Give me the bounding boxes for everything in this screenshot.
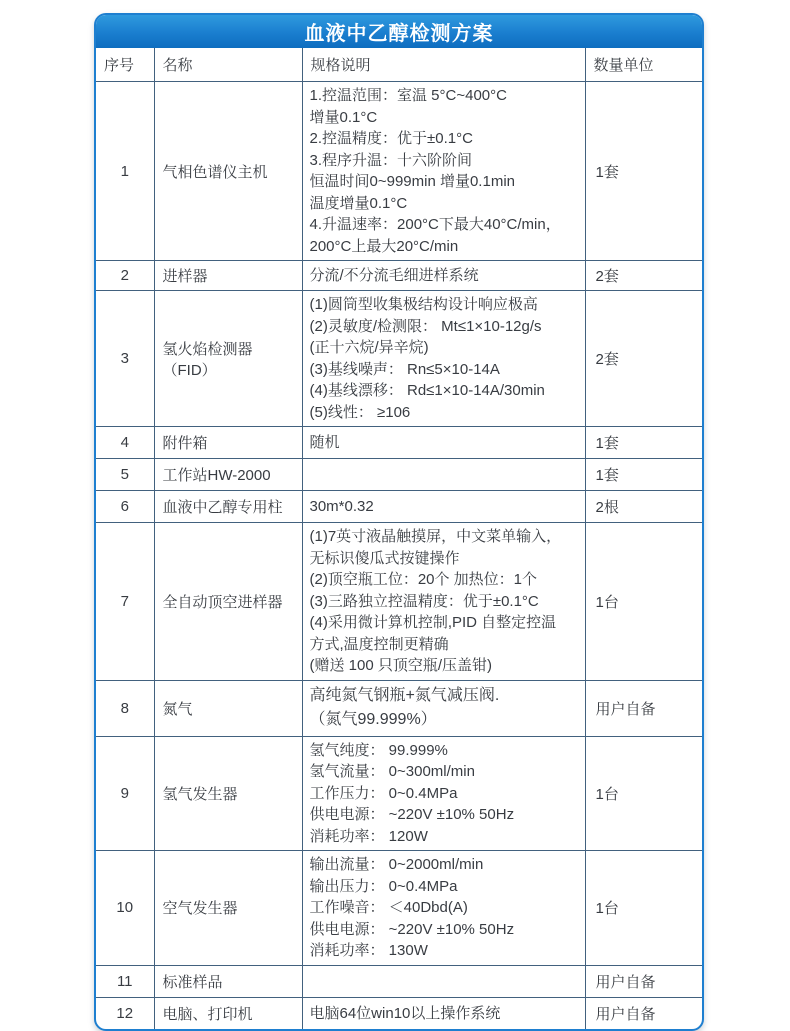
quantity-cell: 1台 [585,851,702,966]
table-row [96,997,702,1029]
spec-cell [302,491,585,523]
spec-line: 2.控温精度：优于±0.1°C [309,130,473,147]
item-name-cell: 气相色谱仪主机 [154,82,302,261]
spec-table [96,48,702,1029]
quantity-cell: 1套 [585,82,702,261]
row-number-cell: 10 [96,851,154,966]
spec-cell [302,291,585,427]
item-name-cell: 进样器 [154,261,302,291]
col-header-spec: 规格说明 [302,48,585,82]
row-number-cell: 7 [96,523,154,681]
spec-line: 无标识傻瓜式按键操作 [309,549,460,567]
table-row [96,261,702,291]
row-number-cell: 8 [96,680,154,736]
table-row [96,851,702,966]
item-name-cell: 空气发生器 [154,851,302,966]
spec-line: 200°C上最大20°C/min [309,237,459,255]
spec-line: 分流/不分流毛细进样系统 [309,266,479,284]
quantity-cell: 用户自备 [585,997,702,1029]
table-header [96,48,702,82]
spec-line: 电脑64位win10以上操作系统 [309,1004,501,1022]
spec-line: (1)7英寸液晶触摸屏，中文菜单输入， [309,528,562,545]
table-row [96,736,702,851]
item-name-cell: 标准样品 [154,965,302,997]
row-number-cell: 5 [96,459,154,491]
spec-line: 高纯氮气钢瓶+氮气减压阀. [309,687,500,704]
spec-cell [302,82,585,261]
item-name-cell: 全自动顶空进样器 [154,523,302,681]
quantity-cell: 2套 [585,291,702,427]
table-row [96,459,702,491]
header-row [96,48,702,82]
col-header-qty: 数量单位 [585,48,702,82]
table-row [96,427,702,459]
quantity-cell: 用户自备 [585,965,702,997]
spec-line: 4.升温速率：200°C下最大40°C/min， [309,216,561,233]
col-header-no: 序号 [96,48,154,82]
spec-line: 3.程序升温：十六阶阶间 [309,151,473,169]
spec-line: (3)三路独立控温精度：优于±0.1°C [309,592,539,610]
spec-line: 增量0.1°C [309,108,378,126]
spec-line: 输出流量： 0~2000ml/min [309,856,484,873]
spec-line: (4)采用微计算机控制,PID 自整定控温 [309,614,557,631]
table-row [96,291,702,427]
item-name-cell: 氢气发生器 [154,736,302,851]
table-row [96,680,702,736]
row-number-cell: 11 [96,965,154,997]
spec-line: 1.控温范围：室温 5°C~400°C [309,87,507,104]
quantity-cell: 用户自备 [585,680,702,736]
row-number-cell: 4 [96,427,154,459]
spec-line: 供电电源： ~220V ±10% 50Hz [309,920,515,938]
spec-line: (2)顶空瓶工位：20个 加热位：1个 [309,571,538,588]
spec-cell [302,851,585,966]
quantity-cell: 2根 [585,491,702,523]
row-number-cell: 2 [96,261,154,291]
col-header-name: 名称 [154,48,302,82]
item-name-cell: 血液中乙醇专用柱 [154,491,302,523]
table-row [96,523,702,681]
spec-line: 供电电源： ~220V ±10% 50Hz [309,806,515,823]
spec-line: 氢气纯度： 99.999% [309,741,448,759]
row-number-cell: 12 [96,997,154,1029]
spec-line: (正十六烷/异辛烷) [309,339,429,356]
spec-line: (4)基线漂移： Rd≤1×10-14A/30min [309,382,545,399]
spec-cell [302,965,585,997]
spec-line: 温度增量0.1°C [309,194,408,212]
quantity-cell: 2套 [585,261,702,291]
row-number-cell: 1 [96,82,154,261]
quantity-cell: 1台 [585,523,702,681]
item-name-cell: 工作站HW-2000 [154,459,302,491]
row-number-cell: 6 [96,491,154,523]
table-row [96,965,702,997]
quantity-cell: 1台 [585,736,702,851]
spec-line: 氢气流量： 0~300ml/min [309,763,475,780]
spec-cell [302,427,585,459]
table-row [96,82,702,261]
spec-line: (5)线性： ≥106 [309,403,411,421]
spec-line: 恒温时间0~999min 增量0.1min [309,173,515,190]
item-name-cell: 氮气 [154,680,302,736]
quantity-cell: 1套 [585,427,702,459]
spec-line: 随机 [309,433,340,451]
spec-line: 输出压力： 0~0.4MPa [309,877,458,895]
spec-line: (3)基线噪声： Rn≤5×10-14A [309,360,500,378]
row-number-cell: 3 [96,291,154,427]
spec-line: 方式,温度控制更精确 [309,635,449,653]
spec-line: (1)圆筒型收集极结构设计响应极高 [309,296,538,313]
detection-plan-card [94,13,704,1031]
spec-cell [302,523,585,681]
table-body [96,82,702,1030]
item-name-cell: 电脑、打印机 [154,997,302,1029]
spec-cell [302,459,585,491]
spec-line: 消耗功率： 130W [309,942,428,959]
row-number-cell: 9 [96,736,154,851]
spec-cell [302,680,585,736]
spec-line: 工作压力： 0~0.4MPa [309,784,458,802]
quantity-cell: 1套 [585,459,702,491]
spec-cell [302,261,585,291]
spec-cell [302,736,585,851]
spec-line: 工作噪音： ＜40Dbd(A) [309,899,468,916]
spec-line: (赠送 100 只顶空瓶/压盖钳) [309,657,493,674]
spec-line: (2)灵敏度/检测限： Mt≤1×10-12g/s [309,317,542,335]
table-row [96,491,702,523]
spec-line: 消耗功率： 120W [309,827,428,845]
spec-line: 30m*0.32 [309,497,374,515]
item-name-cell: 附件箱 [154,427,302,459]
item-name-cell: 氢火焰检测器（FID） [154,291,302,427]
page-title: 血液中乙醇检测方案 [96,15,702,48]
spec-line: （氮气99.999%） [309,711,437,728]
spec-cell [302,997,585,1029]
